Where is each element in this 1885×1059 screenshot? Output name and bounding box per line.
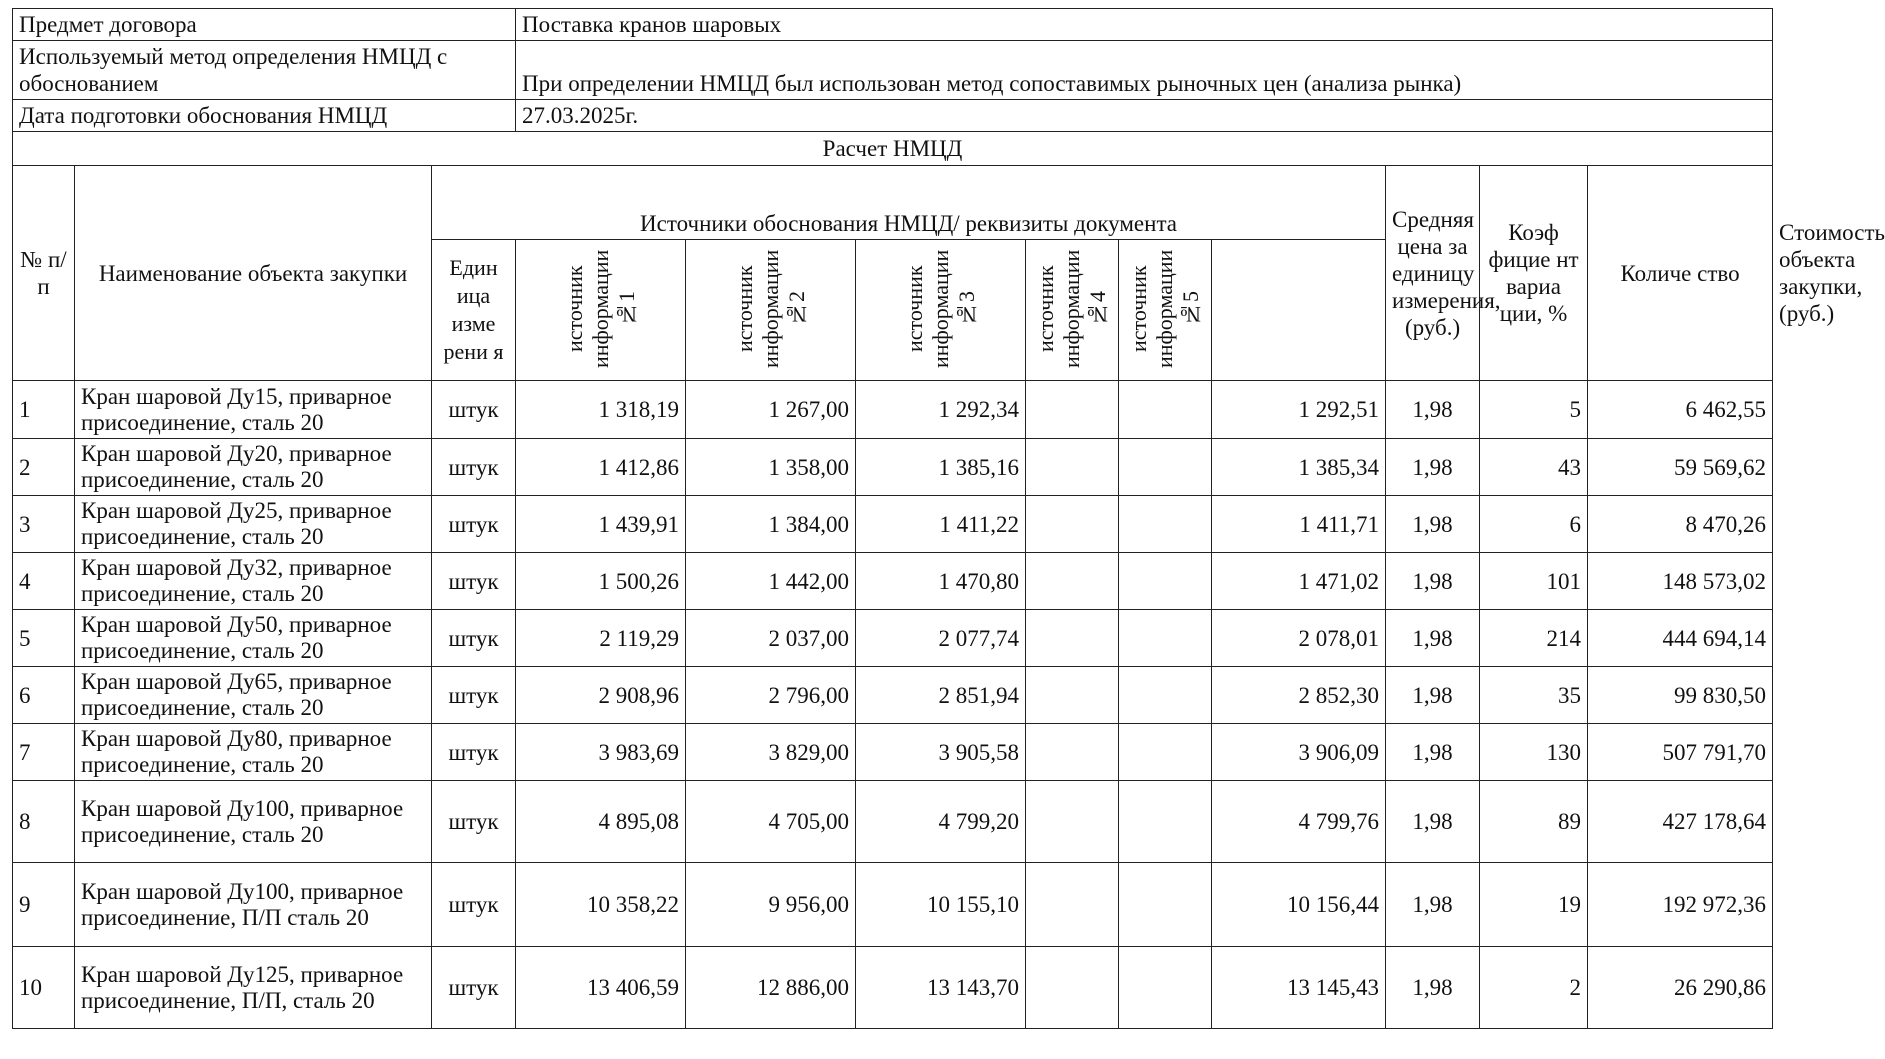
row-num: 4 bbox=[13, 553, 75, 610]
row-src2: 1 267,00 bbox=[686, 381, 856, 439]
row-src5 bbox=[1119, 947, 1212, 1029]
row-cost: 507 791,70 bbox=[1588, 724, 1773, 781]
row-unit: штук bbox=[432, 381, 516, 439]
row-cost: 6 462,55 bbox=[1588, 381, 1773, 439]
subject-label: Предмет договора bbox=[13, 9, 516, 41]
row-src2: 9 956,00 bbox=[686, 863, 856, 947]
header-row-1: № п/п Наименование объекта закупки Источники обоснования НМЦД/ реквизиты документа Средняя цена за единицу измерения, (руб.) Коэф фицие нт вариа ции, % Количе ство Стоимость объекта закупки, (руб.) bbox=[13, 166, 1773, 240]
row-coef: 1,98 bbox=[1386, 947, 1480, 1029]
header-src3: источник информации №3 bbox=[901, 249, 979, 369]
row-qty: 101 bbox=[1480, 553, 1588, 610]
method-row bbox=[13, 41, 1773, 100]
row-name: Кран шаровой Ду32, приварное присоединение, сталь 20 bbox=[75, 553, 432, 610]
row-name: Кран шаровой Ду15, приварное присоединение, сталь 20 bbox=[75, 381, 432, 439]
header-sources: Источники обоснования НМЦД/ реквизиты документа bbox=[432, 166, 1386, 240]
row-num: 2 bbox=[13, 439, 75, 496]
date-label: Дата подготовки обоснования НМЦД bbox=[13, 100, 516, 132]
row-src1: 4 895,08 bbox=[516, 781, 686, 863]
header-src2-cell bbox=[686, 240, 856, 381]
table-row bbox=[13, 439, 1773, 496]
row-qty: 5 bbox=[1480, 381, 1588, 439]
row-src5 bbox=[1119, 667, 1212, 724]
row-src3: 4 799,20 bbox=[856, 781, 1026, 863]
row-cost: 444 694,14 bbox=[1588, 610, 1773, 667]
row-src3: 13 143,70 bbox=[856, 947, 1026, 1029]
row-src1: 1 318,19 bbox=[516, 381, 686, 439]
row-name: Кран шаровой Ду50, приварное присоединение, сталь 20 bbox=[75, 610, 432, 667]
header-unit: Един ица изме рени я bbox=[432, 240, 516, 381]
row-src4 bbox=[1026, 381, 1119, 439]
row-src1: 1 439,91 bbox=[516, 496, 686, 553]
row-qty: 35 bbox=[1480, 667, 1588, 724]
table-row bbox=[13, 947, 1773, 1029]
row-src1: 1 412,86 bbox=[516, 439, 686, 496]
table-row bbox=[13, 553, 1773, 610]
table-row bbox=[13, 781, 1773, 863]
row-src4 bbox=[1026, 863, 1119, 947]
row-avg: 3 906,09 bbox=[1212, 724, 1386, 781]
row-cost: 26 290,86 bbox=[1588, 947, 1773, 1029]
row-unit: штук bbox=[432, 781, 516, 863]
rows-body bbox=[13, 381, 1773, 1029]
row-avg: 4 799,76 bbox=[1212, 781, 1386, 863]
header-src1-cell bbox=[516, 240, 686, 381]
row-num: 1 bbox=[13, 381, 75, 439]
row-unit: штук bbox=[432, 496, 516, 553]
row-avg: 1 411,71 bbox=[1212, 496, 1386, 553]
row-src1: 1 500,26 bbox=[516, 553, 686, 610]
calc-title-row bbox=[13, 132, 1773, 166]
date-row bbox=[13, 100, 1773, 132]
row-qty: 214 bbox=[1480, 610, 1588, 667]
row-coef: 1,98 bbox=[1386, 381, 1480, 439]
row-src3: 1 411,22 bbox=[856, 496, 1026, 553]
row-src4 bbox=[1026, 553, 1119, 610]
header-coef: Коэф фицие нт вариа ции, % bbox=[1480, 166, 1588, 381]
header-src4-cell bbox=[1026, 240, 1119, 381]
row-num: 7 bbox=[13, 724, 75, 781]
method-label: Используемый метод определения НМЦД с обоснованием bbox=[13, 41, 516, 100]
row-num: 5 bbox=[13, 610, 75, 667]
table-row bbox=[13, 610, 1773, 667]
row-coef: 1,98 bbox=[1386, 553, 1480, 610]
row-src4 bbox=[1026, 496, 1119, 553]
row-name: Кран шаровой Ду100, приварное присоединение, сталь 20 bbox=[75, 781, 432, 863]
row-src5 bbox=[1119, 381, 1212, 439]
row-unit: штук bbox=[432, 439, 516, 496]
row-src2: 1 442,00 bbox=[686, 553, 856, 610]
row-src3: 2 851,94 bbox=[856, 667, 1026, 724]
header-src5: источник информации №5 bbox=[1126, 249, 1204, 369]
row-num: 3 bbox=[13, 496, 75, 553]
header-src2: источник информации №2 bbox=[731, 249, 809, 369]
row-unit: штук bbox=[432, 724, 516, 781]
row-unit: штук bbox=[432, 947, 516, 1029]
row-src4 bbox=[1026, 439, 1119, 496]
row-src1: 2 119,29 bbox=[516, 610, 686, 667]
header-avg: Средняя цена за единицу измерения, (руб.) bbox=[1386, 166, 1480, 381]
row-src1: 10 358,22 bbox=[516, 863, 686, 947]
row-coef: 1,98 bbox=[1386, 439, 1480, 496]
table-row bbox=[13, 667, 1773, 724]
method-value: При определении НМЦД был использован метод сопоставимых рыночных цен (анализа рынка) bbox=[516, 41, 1773, 100]
row-unit: штук bbox=[432, 610, 516, 667]
row-src3: 3 905,58 bbox=[856, 724, 1026, 781]
row-cost: 148 573,02 bbox=[1588, 553, 1773, 610]
row-avg: 1 292,51 bbox=[1212, 381, 1386, 439]
table-row bbox=[13, 496, 1773, 553]
row-coef: 1,98 bbox=[1386, 610, 1480, 667]
row-num: 10 bbox=[13, 947, 75, 1029]
row-src4 bbox=[1026, 781, 1119, 863]
row-coef: 1,98 bbox=[1386, 496, 1480, 553]
row-src5 bbox=[1119, 610, 1212, 667]
row-src5 bbox=[1119, 781, 1212, 863]
nmcd-table bbox=[12, 8, 1885, 1029]
row-qty: 89 bbox=[1480, 781, 1588, 863]
row-src1: 3 983,69 bbox=[516, 724, 686, 781]
document-sheet bbox=[12, 8, 1885, 1029]
row-avg: 10 156,44 bbox=[1212, 863, 1386, 947]
row-num: 8 bbox=[13, 781, 75, 863]
row-qty: 43 bbox=[1480, 439, 1588, 496]
calc-title: Расчет НМЦД bbox=[13, 132, 1773, 166]
row-unit: штук bbox=[432, 667, 516, 724]
row-cost: 427 178,64 bbox=[1588, 781, 1773, 863]
row-src5 bbox=[1119, 863, 1212, 947]
row-num: 9 bbox=[13, 863, 75, 947]
row-src4 bbox=[1026, 610, 1119, 667]
row-coef: 1,98 bbox=[1386, 667, 1480, 724]
row-qty: 19 bbox=[1480, 863, 1588, 947]
row-src3: 1 385,16 bbox=[856, 439, 1026, 496]
header-num: № п/п bbox=[13, 166, 75, 381]
row-coef: 1,98 bbox=[1386, 781, 1480, 863]
row-coef: 1,98 bbox=[1386, 863, 1480, 947]
row-qty: 6 bbox=[1480, 496, 1588, 553]
table-row bbox=[13, 724, 1773, 781]
row-src3: 1 470,80 bbox=[856, 553, 1026, 610]
row-src3: 10 155,10 bbox=[856, 863, 1026, 947]
row-src3: 1 292,34 bbox=[856, 381, 1026, 439]
subject-row bbox=[13, 9, 1773, 41]
table-row bbox=[13, 381, 1773, 439]
row-num: 6 bbox=[13, 667, 75, 724]
row-unit: штук bbox=[432, 553, 516, 610]
header-qty: Количе ство bbox=[1588, 166, 1773, 381]
row-avg: 1 471,02 bbox=[1212, 553, 1386, 610]
row-src2: 3 829,00 bbox=[686, 724, 856, 781]
row-name: Кран шаровой Ду100, приварное присоединение, П/П сталь 20 bbox=[75, 863, 432, 947]
row-src2: 1 358,00 bbox=[686, 439, 856, 496]
row-src4 bbox=[1026, 947, 1119, 1029]
row-src4 bbox=[1026, 724, 1119, 781]
row-src1: 13 406,59 bbox=[516, 947, 686, 1029]
row-qty: 2 bbox=[1480, 947, 1588, 1029]
row-avg: 2 852,30 bbox=[1212, 667, 1386, 724]
row-src5 bbox=[1119, 724, 1212, 781]
row-qty: 130 bbox=[1480, 724, 1588, 781]
row-avg: 1 385,34 bbox=[1212, 439, 1386, 496]
row-src2: 2 037,00 bbox=[686, 610, 856, 667]
row-src5 bbox=[1119, 496, 1212, 553]
row-cost: 59 569,62 bbox=[1588, 439, 1773, 496]
header-src5-cell bbox=[1119, 240, 1212, 381]
header-name: Наименование объекта закупки bbox=[75, 166, 432, 381]
row-name: Кран шаровой Ду65, приварное присоединение, сталь 20 bbox=[75, 667, 432, 724]
date-value: 27.03.2025г. bbox=[516, 100, 1773, 132]
row-src2: 1 384,00 bbox=[686, 496, 856, 553]
row-cost: 192 972,36 bbox=[1588, 863, 1773, 947]
row-src2: 12 886,00 bbox=[686, 947, 856, 1029]
row-avg: 13 145,43 bbox=[1212, 947, 1386, 1029]
row-src2: 2 796,00 bbox=[686, 667, 856, 724]
row-cost: 99 830,50 bbox=[1588, 667, 1773, 724]
row-src5 bbox=[1119, 439, 1212, 496]
row-src4 bbox=[1026, 667, 1119, 724]
row-src2: 4 705,00 bbox=[686, 781, 856, 863]
row-src3: 2 077,74 bbox=[856, 610, 1026, 667]
row-src1: 2 908,96 bbox=[516, 667, 686, 724]
row-src5 bbox=[1119, 553, 1212, 610]
row-name: Кран шаровой Ду20, приварное присоединение, сталь 20 bbox=[75, 439, 432, 496]
header-src1: источник информации №1 bbox=[561, 249, 639, 369]
subject-value: Поставка кранов шаровых bbox=[516, 9, 1773, 41]
header-src3-cell bbox=[856, 240, 1026, 381]
row-name: Кран шаровой Ду125, приварное присоединение, П/П, сталь 20 bbox=[75, 947, 432, 1029]
row-cost: 8 470,26 bbox=[1588, 496, 1773, 553]
row-avg: 2 078,01 bbox=[1212, 610, 1386, 667]
header-src4: источник информации №4 bbox=[1033, 249, 1111, 369]
row-coef: 1,98 bbox=[1386, 724, 1480, 781]
row-name: Кран шаровой Ду80, приварное присоединение, сталь 20 bbox=[75, 724, 432, 781]
table-row bbox=[13, 863, 1773, 947]
row-unit: штук bbox=[432, 863, 516, 947]
row-name: Кран шаровой Ду25, приварное присоединение, сталь 20 bbox=[75, 496, 432, 553]
